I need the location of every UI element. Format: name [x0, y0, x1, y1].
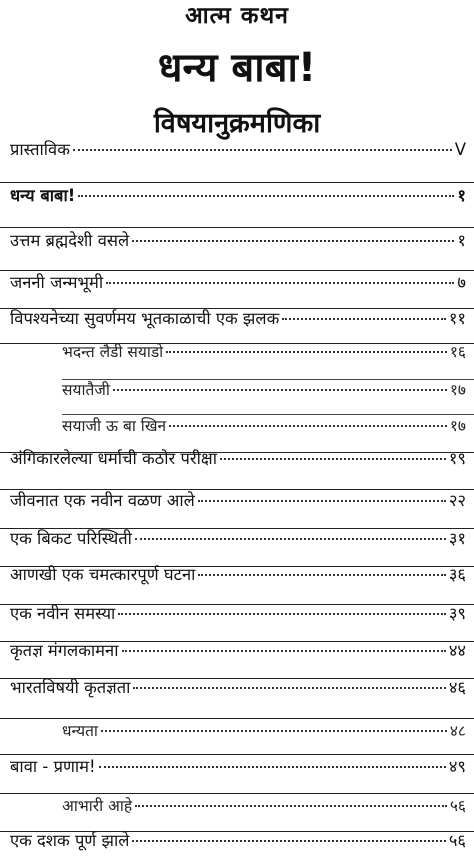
dot-leader — [135, 805, 447, 807]
toc-entry-page: ५६ — [449, 797, 466, 815]
toc-heading: विषयानुक्रमणिका — [153, 108, 321, 139]
dot-leader — [198, 500, 446, 502]
dot-leader — [132, 240, 454, 242]
toc-entry — [10, 676, 466, 700]
dot-leader — [132, 840, 445, 842]
separator-line — [0, 227, 474, 228]
toc-entry-label: अंगिकारलेल्या धर्माची कठोर परीक्षा — [10, 449, 217, 468]
toc-entry-page: १६ — [449, 343, 466, 361]
toc-entry-page: ११ — [448, 309, 466, 328]
dot-leader — [99, 766, 446, 768]
toc-entry-label: भारतविषयी कृतज्ञता — [10, 678, 131, 697]
toc-entry — [10, 602, 466, 626]
toc-entry — [10, 755, 466, 779]
toc-entry-page: ३९ — [448, 604, 466, 623]
toc-entry-label: भदन्त लैडी सयाडो — [62, 343, 164, 361]
dot-leader — [166, 351, 447, 353]
toc-entry-label: उत्तम ब्रह्मदेशी वसले — [10, 231, 130, 250]
toc-entry-label: धन्यता — [62, 722, 98, 740]
toc-entry — [10, 527, 466, 551]
dot-leader — [101, 730, 447, 732]
toc-entry-label: जीवनात एक नवीन वळण आले — [10, 491, 195, 510]
toc-subentry — [62, 794, 466, 818]
toc-entry-page: ५६ — [448, 831, 466, 850]
toc-entry-label: धन्य बाबा! — [10, 186, 76, 205]
toc-entry — [10, 563, 466, 587]
dot-leader — [106, 282, 454, 284]
toc-entry-page: ३६ — [448, 565, 466, 584]
toc-entry-page: ३१ — [448, 529, 466, 548]
toc-entry-label: एक नवीन समस्या — [10, 604, 116, 623]
toc-entry-page: ४६ — [448, 678, 466, 697]
toc-entry-label: एक बिकट परिस्थिती — [10, 529, 132, 548]
toc-entry — [10, 229, 466, 253]
book-title: धन्य बाबा! — [157, 45, 317, 91]
toc-entry-page: V — [454, 140, 466, 159]
toc-entry — [10, 829, 466, 853]
toc-entry-page: १९ — [448, 449, 466, 468]
dot-leader — [113, 389, 447, 391]
toc-entry-label: सयाजी ऊ बा खिन — [62, 417, 167, 435]
toc-entry — [10, 447, 466, 471]
dot-leader — [135, 538, 446, 540]
dot-leader — [220, 458, 446, 460]
toc-entry-label: एक दशक पूर्ण झाले — [10, 831, 130, 850]
toc-entry — [10, 489, 466, 513]
toc-entry-label: जननी जन्मभूमी — [10, 273, 104, 292]
dot-leader — [78, 195, 454, 197]
toc-entry-page: १ — [457, 231, 466, 250]
separator-line — [0, 182, 474, 183]
toc-subentry — [62, 378, 466, 402]
toc-entry-label: बावा - प्रणाम! — [10, 757, 96, 776]
toc-entry-label: कृतज्ञ मंगलकामना — [10, 641, 119, 660]
toc-entry — [10, 271, 466, 295]
toc-entry — [10, 639, 466, 663]
toc-entry — [10, 307, 466, 331]
toc-entry-page: १७ — [449, 417, 466, 435]
toc-entry-page: ४९ — [448, 757, 466, 776]
dot-leader — [282, 318, 446, 320]
toc-entry-page: २२ — [448, 491, 466, 510]
toc-entry-label: आणखी एक चमत्कारपूर्ण घटना — [10, 565, 196, 584]
toc-entry-page: १७ — [449, 381, 466, 399]
dot-leader — [133, 687, 445, 689]
dot-leader — [198, 574, 445, 576]
dot-leader — [122, 650, 446, 652]
toc-subentry — [62, 719, 466, 743]
toc-entry-page: ४४ — [448, 641, 466, 660]
dot-leader — [118, 613, 445, 615]
toc-entry-label: आभारी आहे — [62, 797, 133, 815]
toc-entry-label: विपश्यनेच्या सुवर्णमय भूतकाळाची एक झलक — [10, 309, 280, 328]
toc-subentry — [62, 414, 466, 438]
toc-subentry — [62, 340, 466, 364]
toc-entry-label: सयातैजी — [62, 381, 110, 399]
toc-entry-label: प्रास्ताविक — [10, 140, 70, 159]
toc-entry-page: ४८ — [449, 722, 466, 740]
toc-entry — [10, 184, 466, 208]
toc-entry-page: १ — [457, 186, 466, 205]
toc-entry — [10, 138, 466, 162]
dot-leader — [73, 149, 452, 151]
dot-leader — [169, 425, 447, 427]
toc-entry-page: ७ — [457, 273, 466, 292]
book-subtitle: आत्म कथन — [185, 3, 289, 29]
